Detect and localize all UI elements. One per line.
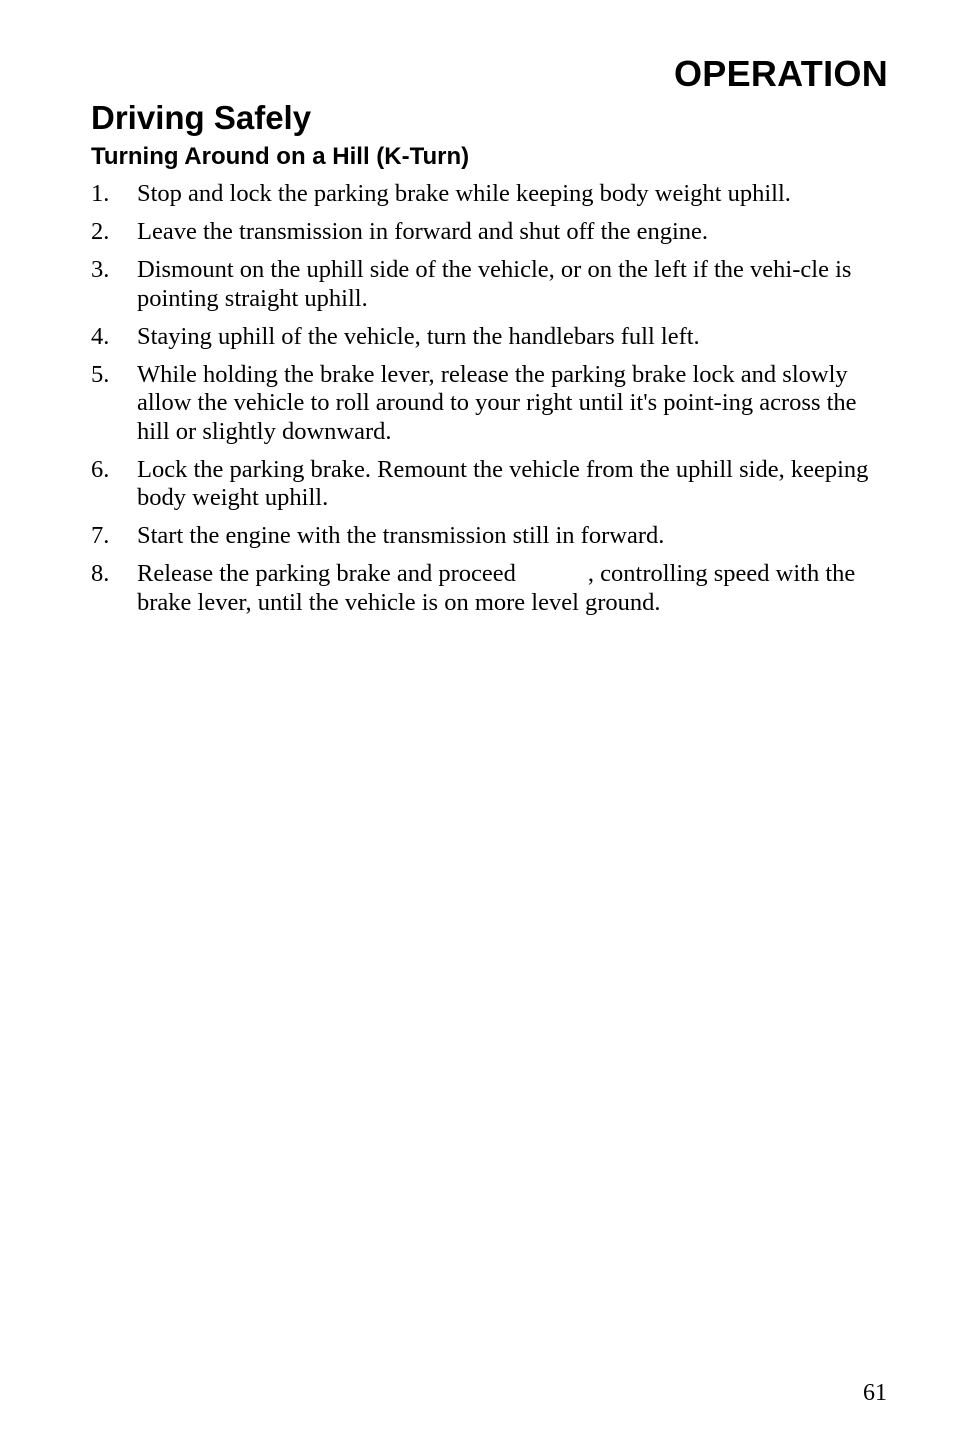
step-number: 7. [91,522,110,549]
step-item [91,522,891,551]
step-item [91,361,891,447]
section-title: Driving Safely [91,99,312,136]
step-text-after-gap: , controlling speed with the brake lever, until the vehicle is on more level ground. [137,560,856,616]
step-number: 3. [91,256,110,283]
step-text: Leave the transmission in forward and shut off the engine. [137,218,709,245]
step-number: 4. [91,322,110,350]
step-text [137,560,891,617]
step-number: 5. [91,360,110,388]
step-text: Stop and lock the parking brake while keeping body weight uphill. [137,180,791,207]
step-item [91,456,891,513]
chapter-title: OPERATION [673,53,888,94]
page-number: 61 [863,1380,887,1406]
step-text-before-gap: Release the parking brake and proceed [137,560,516,587]
step-number: 6. [91,455,110,483]
step-item [91,180,891,209]
step-text: Dismount on the uphill side of the vehicle, or on the left if the vehi-cle is pointing straight uphill. [137,256,852,312]
step-number: 8. [91,560,110,587]
step-item [91,218,891,247]
step-number: 1. [91,180,110,207]
step-number: 2. [91,218,110,245]
step-text: While holding the brake lever, release the parking brake lock and slowly allow the vehicle to roll around to your right until it's point-ing across the hill or slightly downward. [137,360,857,445]
step-item [91,560,891,617]
step-text: Lock the parking brake. Remount the vehicle from the uphill side, keeping body weight uphill. [137,455,869,511]
step-item [91,256,891,313]
steps-list [91,180,891,627]
step-text: Start the engine with the transmission still in forward. [137,522,665,549]
subsection-title: Turning Around on a Hill (K-Turn) [91,143,470,170]
step-item [91,323,891,352]
step-text: Staying uphill of the vehicle, turn the handlebars full left. [137,322,700,350]
